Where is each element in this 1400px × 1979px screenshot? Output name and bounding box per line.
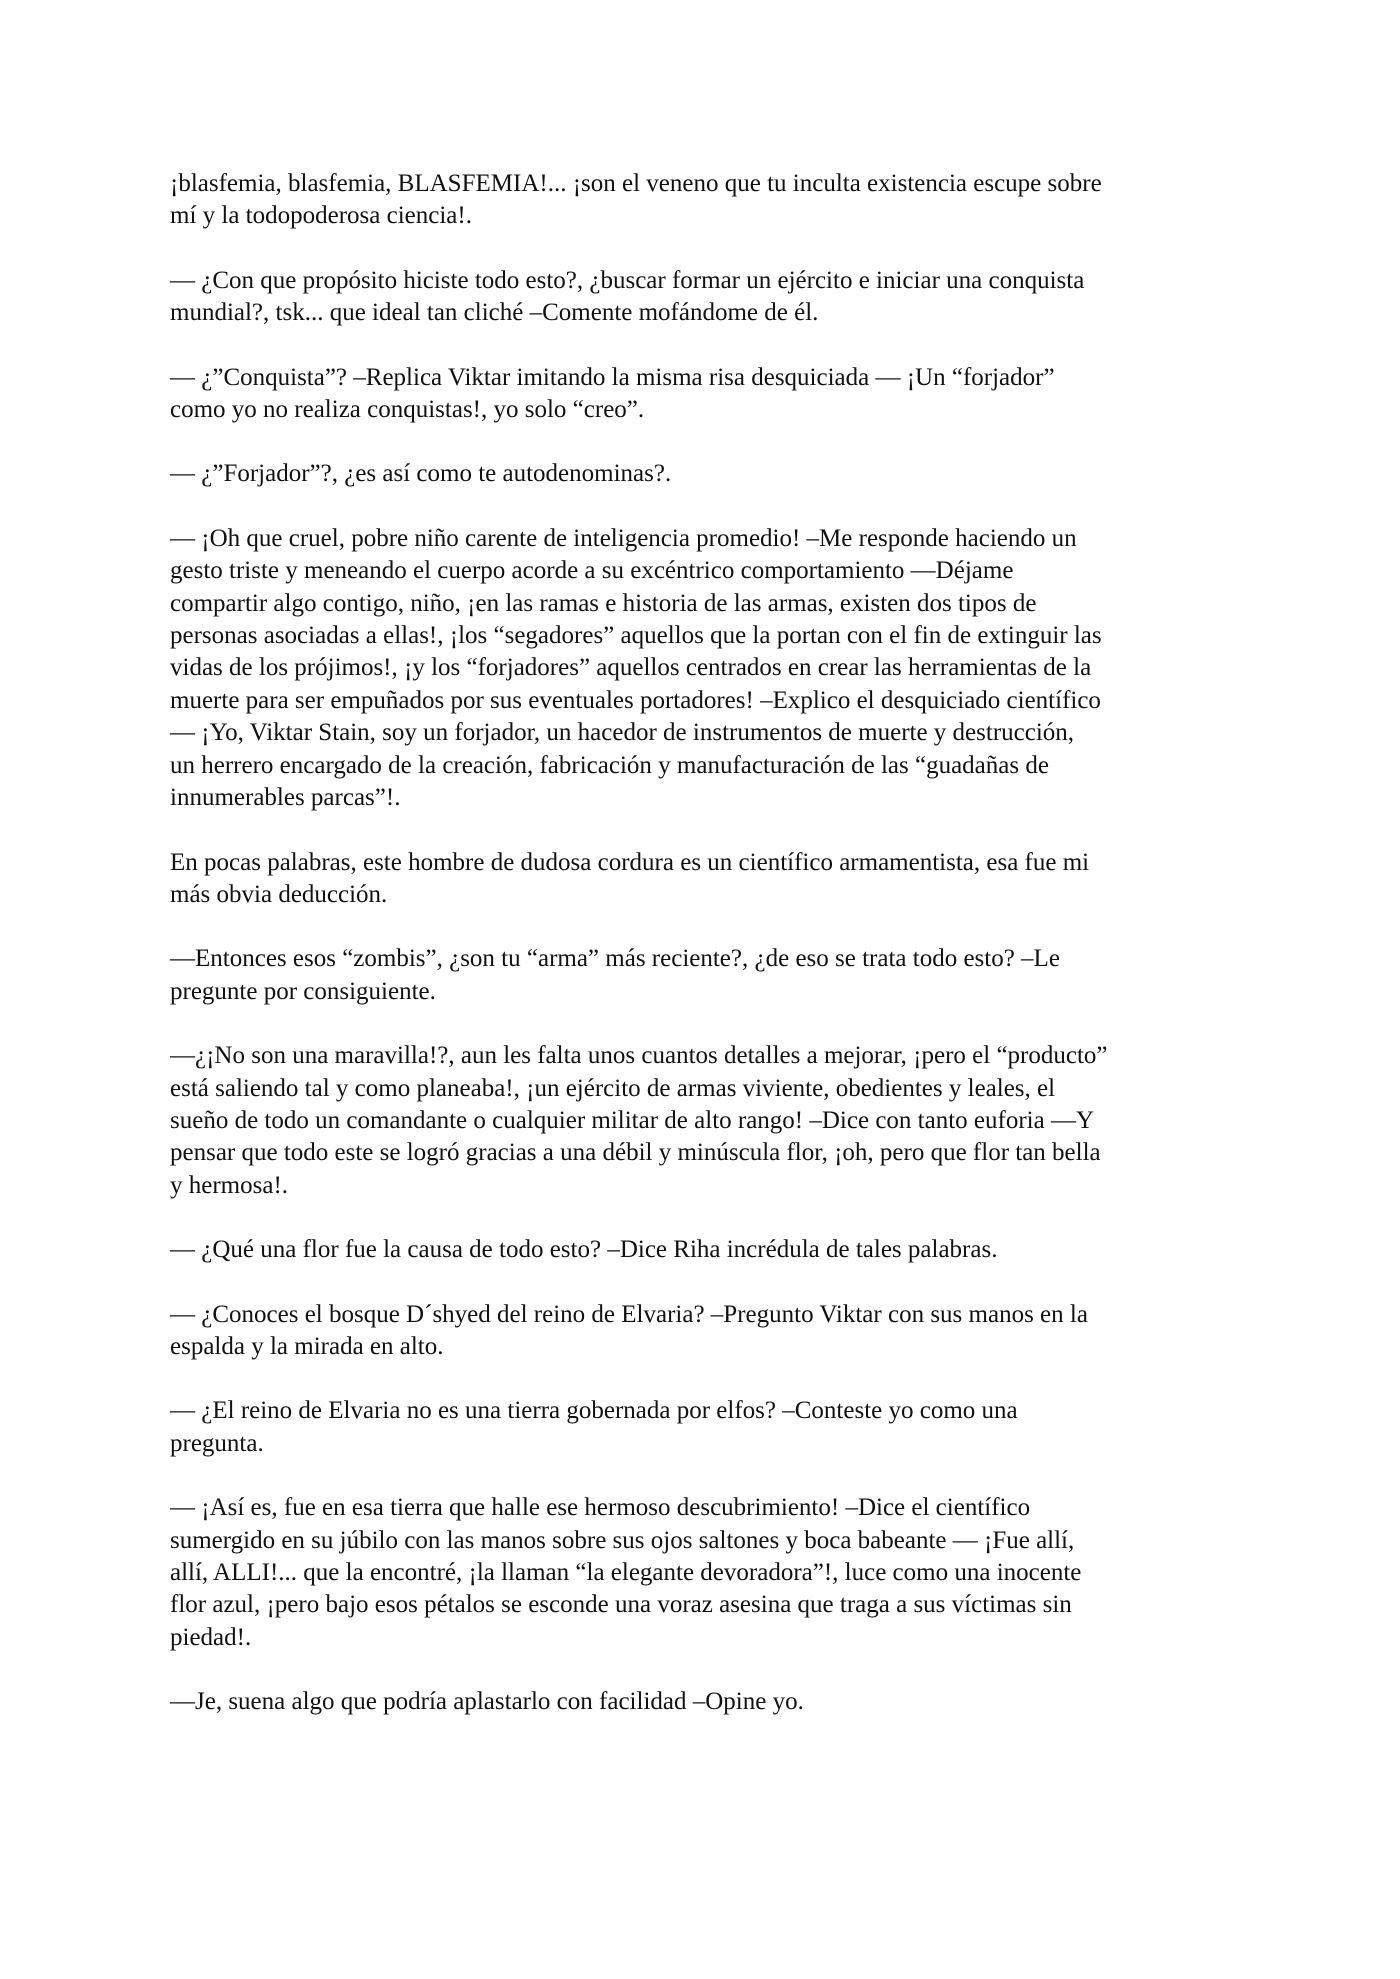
paragraph-2: — ¿Con que propósito hiciste todo esto?, ¿buscar formar un ejército e iniciar una conquista mundial?, tsk... que ideal tan cliché –Comente mofándome de él. bbox=[170, 266, 1085, 327]
paragraph-7: —Entonces esos “zombis”, ¿son tu “arma” más reciente?, ¿de eso se trata todo esto? –Le pregunte por consiguiente. bbox=[170, 945, 1060, 1005]
paragraph-10: — ¿Conoces el bosque D´shyed del reino de Elvaria? –Pregunto Viktar con sus manos en la espalda y la mirada en alto. bbox=[170, 1300, 1088, 1360]
paragraph-4: — ¿”Forjador”?, ¿es así como te autodenominas?. bbox=[170, 460, 672, 488]
document-page bbox=[170, 168, 1250, 1751]
paragraph-9: — ¿Qué una flor fue la causa de todo esto? –Dice Riha incrédula de tales palabras. bbox=[170, 1236, 998, 1264]
paragraph-1: ¡blasfemia, blasfemia, BLASFEMIA!... ¡son el veneno que tu inculta existencia escupe sobre mí y la todopoderosa ciencia!. bbox=[170, 170, 1102, 230]
paragraph-3: — ¿”Conquista”? –Replica Viktar imitando la misma risa desquiciada — ¡Un “forjador” como yo no realiza conquistas!, yo solo “creo”. bbox=[170, 363, 1055, 424]
paragraph-8: —¿¡No son una maravilla!?, aun les falta unos cuantos detalles a mejorar, ¡pero el “producto” está saliendo tal y como planeaba!, ¡un ejército de armas viviente, obedientes y leales, el sueño de todo un comandante o cualquier militar de alto rango! –Dice con tanto euforia —Y pensar que todo este se logró gracias a una débil y minúscula flor, ¡oh, pero que flor tan bella y hermosa!. bbox=[170, 1042, 1108, 1199]
paragraph-5: — ¡Oh que cruel, pobre niño carente de inteligencia promedio! –Me responde haciendo un gesto triste y meneando el cuerpo acorde a su excéntrico comportamiento —Déjame compartir algo contigo, niño, ¡en las ramas e historia de las armas, existen dos tipos de personas asociadas a ellas!, ¡los “segadores” aquellos que la portan con el fin de extinguir las vidas de los prójimos!, ¡y los “forjadores” aquellos centrados en crear las herramientas de la muerte para ser empuñados por sus eventuales portadores! –Explico el desquiciado científico — ¡Yo, Viktar Stain, soy un forjador, un hacedor de instrumentos de muerte y destrucción, un herrero encargado de la creación, fabricación y manufacturación de las “guadañas de innumerables parcas”!. bbox=[170, 524, 1102, 812]
paragraph-12: — ¡Así es, fue en esa tierra que halle ese hermoso descubrimiento! –Dice el científico sumergido en su júbilo con las manos sobre sus ojos saltones y boca babeante — ¡Fue allí, allí, ALLI!... que la encontré, ¡la llaman “la elegante devoradora”!, luce como una inocente flor azul, ¡pero bajo esos pétalos se esconde una voraz asesina que traga a sus víctimas sin piedad!. bbox=[170, 1494, 1082, 1651]
paragraph-6: En pocas palabras, este hombre de dudosa cordura es un científico armamentista, esa fue mi más obvia deducción. bbox=[170, 848, 1090, 908]
paragraph-11: — ¿El reino de Elvaria no es una tierra gobernada por elfos? –Conteste yo como una pregunta. bbox=[170, 1397, 1018, 1457]
paragraph-13: —Je, suena algo que podría aplastarlo con facilidad –Opine yo. bbox=[170, 1688, 804, 1716]
